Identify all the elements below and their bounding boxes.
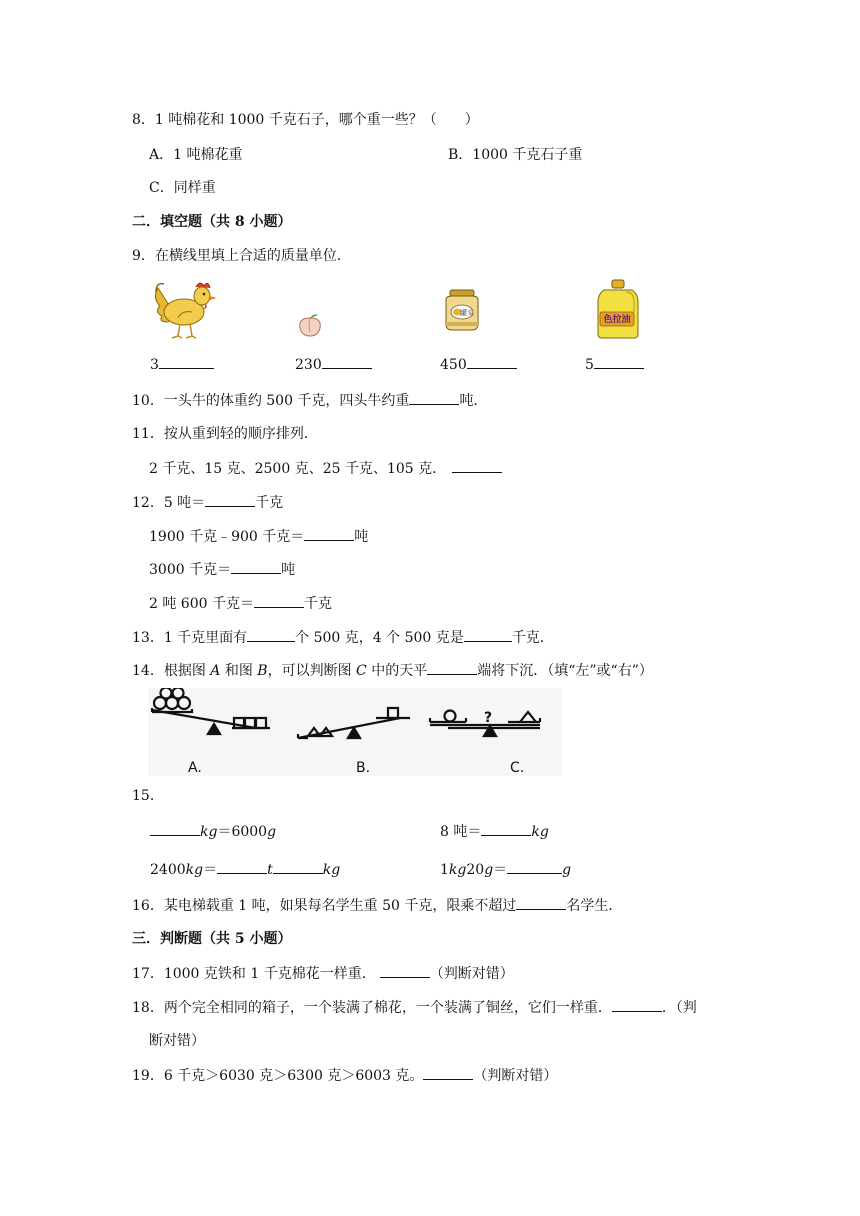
figure-label-c: C. xyxy=(510,760,525,776)
balance-figures xyxy=(148,688,562,776)
question-16: 16．某电梯载重 1 吨，如果每名学生重 50 千克，限乘不超过 名学生． xyxy=(132,895,622,916)
question-15-row-1b: 8 吨＝ kg xyxy=(440,821,549,842)
question-12-line-3: 3000 千克＝ 吨 xyxy=(149,559,295,580)
answer-blank[interactable] xyxy=(254,593,304,608)
answer-blank[interactable] xyxy=(273,859,323,874)
bottle-label: 色拉油 xyxy=(603,315,631,325)
question-12-line-4: 2 吨 600 千克＝ 千克 xyxy=(149,593,332,614)
answer-blank[interactable] xyxy=(247,627,295,642)
question-9-item-4: 5 xyxy=(585,354,644,375)
question-8-option-c[interactable]: C．同样重 xyxy=(149,180,216,196)
answer-blank[interactable] xyxy=(423,1065,473,1080)
question-9-item-3: 450 xyxy=(440,354,517,375)
answer-blank[interactable] xyxy=(322,354,372,369)
answer-blank[interactable] xyxy=(507,859,562,874)
answer-blank[interactable] xyxy=(612,997,662,1012)
peach-icon xyxy=(296,312,324,338)
answer-blank[interactable] xyxy=(409,390,459,405)
rooster-icon xyxy=(150,276,222,340)
question-15-row-1a: kg＝6000g xyxy=(150,821,276,842)
jar-icon xyxy=(442,288,482,332)
question-15-number: 15． xyxy=(132,788,164,804)
question-11-stem: 11．按从重到轻的顺序排列． xyxy=(132,426,318,442)
question-19: 19．6 千克＞6030 克＞6300 克＞6003 克。 （判断对错） xyxy=(132,1065,557,1086)
question-9-stem: 9．在横线里填上合适的质量单位． xyxy=(132,248,351,264)
question-8-option-b[interactable]: B．1000 千克石子重 xyxy=(448,147,583,163)
question-18-line-1: 18．两个完全相同的箱子，一个装满了棉花，一个装满了铜丝，它们一样重． ．（判 xyxy=(132,997,697,1018)
figure-label-a: A. xyxy=(188,760,202,776)
section-title-true-false: 三．判断题（共 5 小题） xyxy=(132,931,292,947)
question-15-row-2b: 1kg20g＝ g xyxy=(440,859,571,880)
question-8-option-a[interactable]: A．1 吨棉花重 xyxy=(149,147,243,163)
jar-label: 罐头 xyxy=(460,309,474,317)
answer-blank[interactable] xyxy=(231,559,281,574)
question-8-stem: 8．1 吨棉花和 1000 千克石子，哪个重一些？（ ） xyxy=(132,112,479,128)
answer-blank[interactable] xyxy=(481,821,531,836)
answer-blank[interactable] xyxy=(594,354,644,369)
question-13: 13．1 千克里面有 个 500 克，4 个 500 克是 千克． xyxy=(132,627,554,648)
question-18-line-2: 断对错） xyxy=(149,1033,205,1049)
question-12-line-1: 12．5 吨＝ 千克 xyxy=(132,492,283,513)
answer-blank[interactable] xyxy=(159,354,214,369)
question-9-item-2: 230 xyxy=(295,354,372,375)
answer-blank[interactable] xyxy=(452,458,502,473)
figure-label-b: B. xyxy=(356,760,371,776)
answer-blank[interactable] xyxy=(467,354,517,369)
answer-blank[interactable] xyxy=(380,963,430,978)
section-title-fill-in: 二．填空题（共 8 小题） xyxy=(132,214,292,230)
answer-blank[interactable] xyxy=(304,526,354,541)
answer-blank[interactable] xyxy=(516,895,566,910)
question-10: 10．一头牛的体重约 500 千克，四头牛约重 吨． xyxy=(132,390,487,411)
question-mark: ? xyxy=(483,710,493,726)
question-17: 17．1000 克铁和 1 千克棉花一样重． （判断对错） xyxy=(132,963,514,984)
question-9-item-1: 3 xyxy=(150,354,214,375)
question-12-line-2: 1900 千克﹣900 千克＝ 吨 xyxy=(149,526,368,547)
question-14: 14．根据图 A 和图 B，可以判断图 C 中的天平 端将下沉．（填“左”或“右”） xyxy=(132,660,653,681)
oil-bottle-icon xyxy=(590,278,646,340)
answer-blank[interactable] xyxy=(205,492,255,507)
question-11-items: 2 千克、15 克、2500 克、25 千克、105 克． xyxy=(149,458,502,479)
answer-blank[interactable] xyxy=(464,627,512,642)
answer-blank[interactable] xyxy=(427,660,477,675)
answer-blank[interactable] xyxy=(150,821,200,836)
question-15-row-2a: 2400kg＝ t kg xyxy=(150,859,340,880)
answer-blank[interactable] xyxy=(217,859,267,874)
